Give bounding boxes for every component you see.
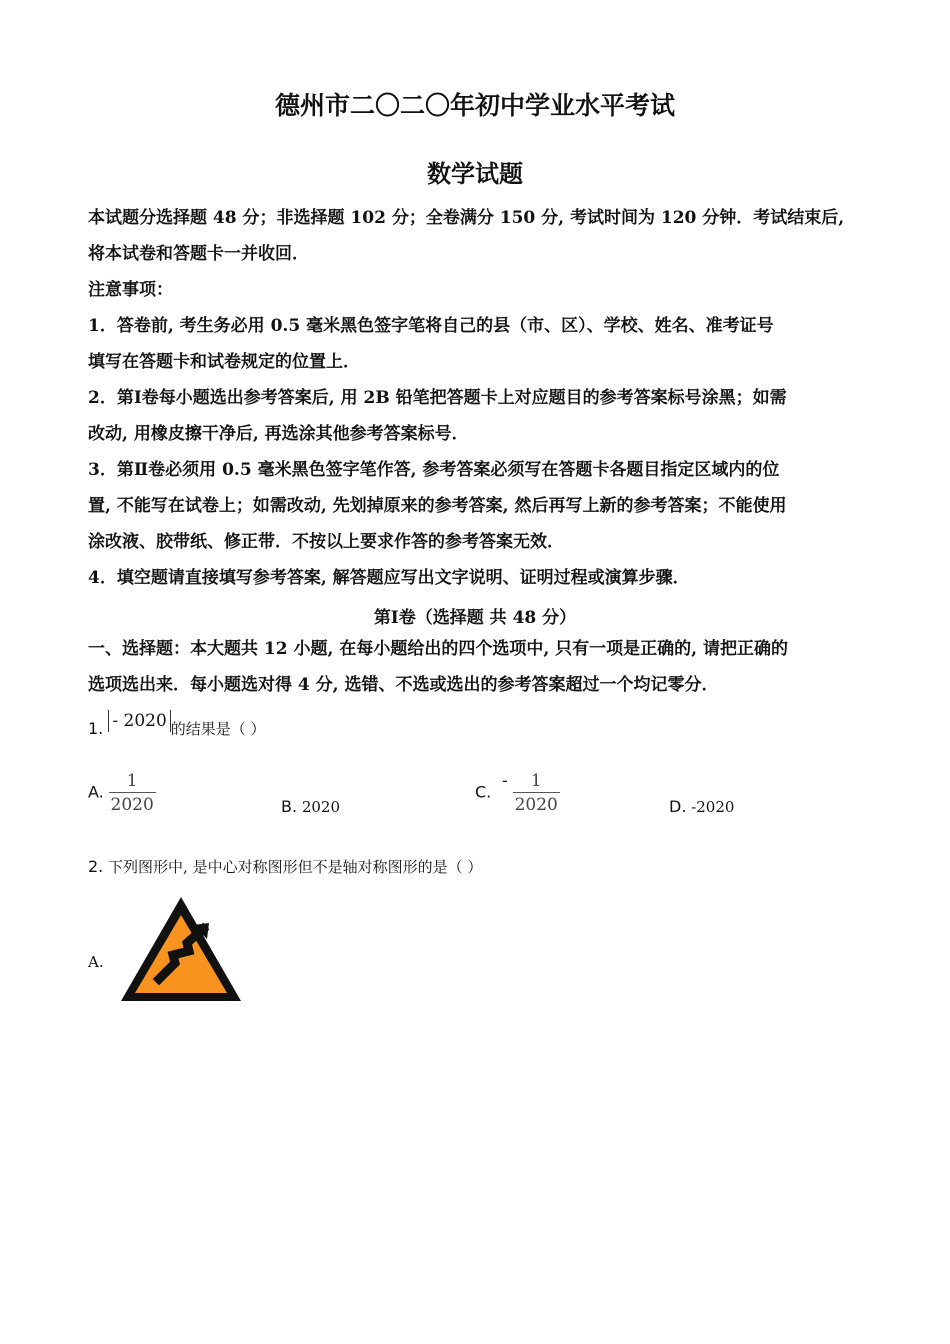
option-b-value: 2020 — [301, 798, 341, 816]
question-2-number: 2. — [88, 857, 104, 876]
note-3-line-3: 涂改液、胶带纸、修正带．不按以上要求作答的参考答案无效． — [88, 532, 564, 552]
note-3-line-2: 置, 不能写在试卷上；如需改动, 先划掉原来的参考答案, 然后再写上新的参考答案；不能使用 — [88, 496, 787, 516]
question-1 — [88, 711, 266, 740]
option-a-label: A. — [88, 782, 104, 802]
option-a-fraction — [109, 770, 156, 817]
note-1-line-2: 填写在答题卡和试卷规定的位置上． — [88, 352, 360, 372]
option-c-fraction — [513, 770, 560, 817]
section-heading: 第Ⅰ卷（选择题 共 48 分） — [373, 608, 577, 628]
option-d-label: D. — [669, 797, 687, 816]
note-2-line-1: 2．第Ⅰ卷每小题选出参考答案后, 用 2B 铅笔把答题卡上对应题目的参考答案标号涂黑；如需 — [88, 388, 787, 408]
note-2-line-2: 改动, 用橡皮擦干净后, 再选涂其他参考答案标号． — [88, 424, 469, 444]
option-a-numerator: 1 — [126, 771, 138, 791]
winding-road-sign-icon[interactable] — [117, 893, 245, 1005]
question-1-number: 1. — [88, 719, 104, 738]
option-c-numerator: 1 — [530, 771, 542, 791]
note-1-line-1: 1．答卷前, 考生务必用 0.5 毫米黑色签字笔将自己的县（市、区）、学校、姓名、准考证号 — [88, 316, 774, 336]
option-c-denominator: 2020 — [513, 792, 560, 817]
question-2-stem: 下列图形中, 是中心对称图形但不是轴对称图形的是（ ） — [108, 858, 483, 876]
absolute-value-expression: - 2020 — [108, 710, 170, 732]
q1-option-c[interactable] — [475, 770, 560, 817]
question-2 — [88, 856, 482, 877]
option-d-value: -2020 — [691, 798, 735, 816]
note-4: 4．填空题请直接填写参考答案, 解答题应写出文字说明、证明过程或演算步骤． — [88, 568, 690, 588]
q1-option-a[interactable] — [88, 770, 156, 817]
q2-option-a-label[interactable]: A. — [88, 953, 104, 971]
option-b-label: B. — [281, 797, 298, 816]
question-1-stem: 的结果是（ ） — [170, 720, 266, 738]
notes-block — [88, 272, 878, 596]
part-line-1: 一、选择题：本大题共 12 小题, 在每小题给出的四个选项中, 只有一项是正确的, 请把正确的 — [88, 639, 789, 659]
q1-option-d[interactable] — [669, 797, 734, 816]
exam-subtitle: 数学试题 — [427, 160, 523, 188]
note-3-line-1: 3．第Ⅱ卷必须用 0.5 毫米黑色签字笔作答, 参考答案必须写在答题卡各题目指定区域内的位 — [88, 460, 780, 480]
intro-line-1: 本试题分选择题 48 分；非选择题 102 分；全卷满分 150 分, 考试时间为 120 分钟．考试结束后, — [88, 208, 845, 228]
part-instructions — [88, 631, 878, 703]
intro-paragraph — [88, 200, 878, 272]
notes-heading: 注意事项： — [88, 280, 173, 300]
part-line-2: 选项选出来．每小题选对得 4 分, 选错、不选或选出的参考答案超过一个均记零分． — [88, 675, 719, 695]
option-c-label: C. — [475, 782, 492, 802]
option-a-denominator: 2020 — [109, 792, 156, 817]
intro-line-2: 将本试卷和答题卡一并收回． — [88, 244, 309, 264]
exam-title: 德州市二〇二〇年初中学业水平考试 — [274, 91, 675, 120]
option-c-sign: - — [502, 770, 508, 791]
q1-option-b[interactable] — [281, 797, 340, 816]
